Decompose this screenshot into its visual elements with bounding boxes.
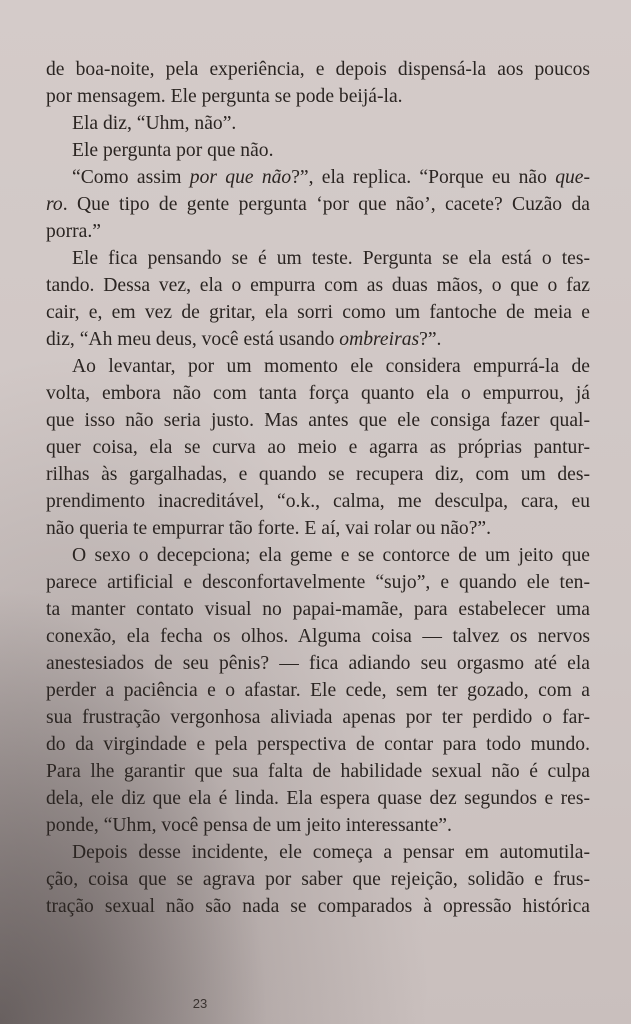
text-run: sua frustração vergonhosa aliviada apenas por ter perdido o far- bbox=[46, 707, 590, 728]
text-line bbox=[46, 56, 590, 83]
italic-text: ombreiras bbox=[339, 329, 420, 350]
text-run: Para lhe garantir que sua falta de habilidade sexual não é culpa bbox=[46, 761, 590, 782]
text-line bbox=[46, 488, 590, 515]
text-run: por mensagem. Ele pergunta se pode beijá-la. bbox=[46, 86, 403, 107]
text-run: Ao levantar, por um momento ele considera empurrá-la de bbox=[72, 356, 590, 377]
text-run: conexão, ela fecha os olhos. Alguma coisa — talvez os nervos bbox=[46, 626, 590, 647]
body-text bbox=[46, 56, 590, 920]
text-run: cair, e, em vez de gritar, ela sorri como um fantoche de meia e bbox=[46, 302, 590, 323]
text-run: . Que tipo de gente pergunta ‘por que não’, cacete? Cuzão da bbox=[62, 194, 590, 215]
italic-text: por que não bbox=[189, 167, 292, 188]
text-run: Ele pergunta por que não. bbox=[72, 140, 274, 161]
text-run: tração sexual não são nada se comparados à opressão histórica bbox=[46, 896, 590, 917]
text-line bbox=[46, 785, 590, 812]
text-line bbox=[46, 110, 590, 137]
text-line bbox=[46, 434, 590, 461]
text-run: perder a paciência e o afastar. Ele cede, sem ter gozado, com a bbox=[46, 680, 590, 701]
text-line bbox=[46, 245, 590, 272]
text-run: do da virgindade e pela perspectiva de contar para todo mundo. bbox=[46, 734, 590, 755]
text-line bbox=[46, 380, 590, 407]
text-line bbox=[46, 623, 590, 650]
text-run: “Como assim bbox=[72, 167, 190, 188]
text-line bbox=[46, 758, 590, 785]
text-line bbox=[46, 542, 590, 569]
text-line bbox=[46, 893, 590, 920]
text-line bbox=[46, 812, 590, 839]
text-run: ?”. bbox=[419, 329, 442, 350]
text-line bbox=[46, 326, 590, 353]
text-run: ta manter contato visual no papai-mamãe, para estabelecer uma bbox=[46, 599, 590, 620]
text-run: Ela diz, “Uhm, não”. bbox=[72, 113, 237, 134]
text-line bbox=[46, 704, 590, 731]
text-run: O sexo o decepciona; ela geme e se contorce de um jeito que bbox=[72, 545, 590, 566]
text-line bbox=[46, 83, 590, 110]
text-line bbox=[46, 407, 590, 434]
text-line bbox=[46, 839, 590, 866]
text-run: rilhas às gargalhadas, e quando se recupera diz, com um des- bbox=[46, 464, 590, 485]
text-run: tando. Dessa vez, ela o empurra com as duas mãos, o que o faz bbox=[46, 275, 590, 296]
text-line bbox=[46, 515, 590, 542]
text-line bbox=[46, 650, 590, 677]
text-line bbox=[46, 866, 590, 893]
text-line bbox=[46, 191, 590, 218]
page-number: 23 bbox=[192, 996, 208, 1011]
text-run: prendimento inacreditável, “o.k., calma, me desculpa, cara, eu bbox=[46, 491, 590, 512]
text-line bbox=[46, 353, 590, 380]
text-run: de boa-noite, pela experiência, e depois dispensá-la aos poucos bbox=[46, 59, 590, 80]
text-line bbox=[46, 461, 590, 488]
text-line bbox=[46, 677, 590, 704]
text-line bbox=[46, 299, 590, 326]
text-line bbox=[46, 569, 590, 596]
text-run: dela, ele diz que ela é linda. Ela espera quase dez segundos e res- bbox=[46, 788, 590, 809]
text-run: volta, embora não com tanta força quanto ela o empurrou, já bbox=[46, 383, 590, 404]
text-line bbox=[46, 137, 590, 164]
text-line bbox=[46, 218, 590, 245]
text-line bbox=[46, 272, 590, 299]
text-run: diz, “Ah meu deus, você está usando bbox=[46, 329, 340, 350]
text-run: ponde, “Uhm, você pensa de um jeito interessante”. bbox=[46, 815, 452, 836]
text-run: que isso não seria justo. Mas antes que ele consiga fazer qual- bbox=[46, 410, 590, 431]
italic-text: ro bbox=[46, 194, 63, 215]
text-run: ?”, ela replica. “Porque eu não bbox=[291, 167, 556, 188]
text-run: anestesiados de seu pênis? — fica adiando seu orgasmo até ela bbox=[46, 653, 590, 674]
italic-text: que- bbox=[555, 167, 590, 188]
text-run: não queria te empurrar tão forte. E aí, vai rolar ou não?”. bbox=[46, 518, 492, 539]
text-line bbox=[46, 596, 590, 623]
text-run: ção, coisa que se agrava por saber que rejeição, solidão e frus- bbox=[46, 869, 590, 890]
text-run: Depois desse incidente, ele começa a pensar em automutila- bbox=[72, 842, 590, 863]
text-line bbox=[46, 164, 590, 191]
text-run: Ele fica pensando se é um teste. Pergunta se ela está o tes- bbox=[72, 248, 590, 269]
text-line bbox=[46, 731, 590, 758]
text-run: parece artificial e desconfortavelmente “sujo”, e quando ele ten- bbox=[46, 572, 590, 593]
text-run: quer coisa, ela se curva ao meio e agarra as próprias pantur- bbox=[46, 437, 590, 458]
text-run: porra.” bbox=[46, 221, 101, 242]
